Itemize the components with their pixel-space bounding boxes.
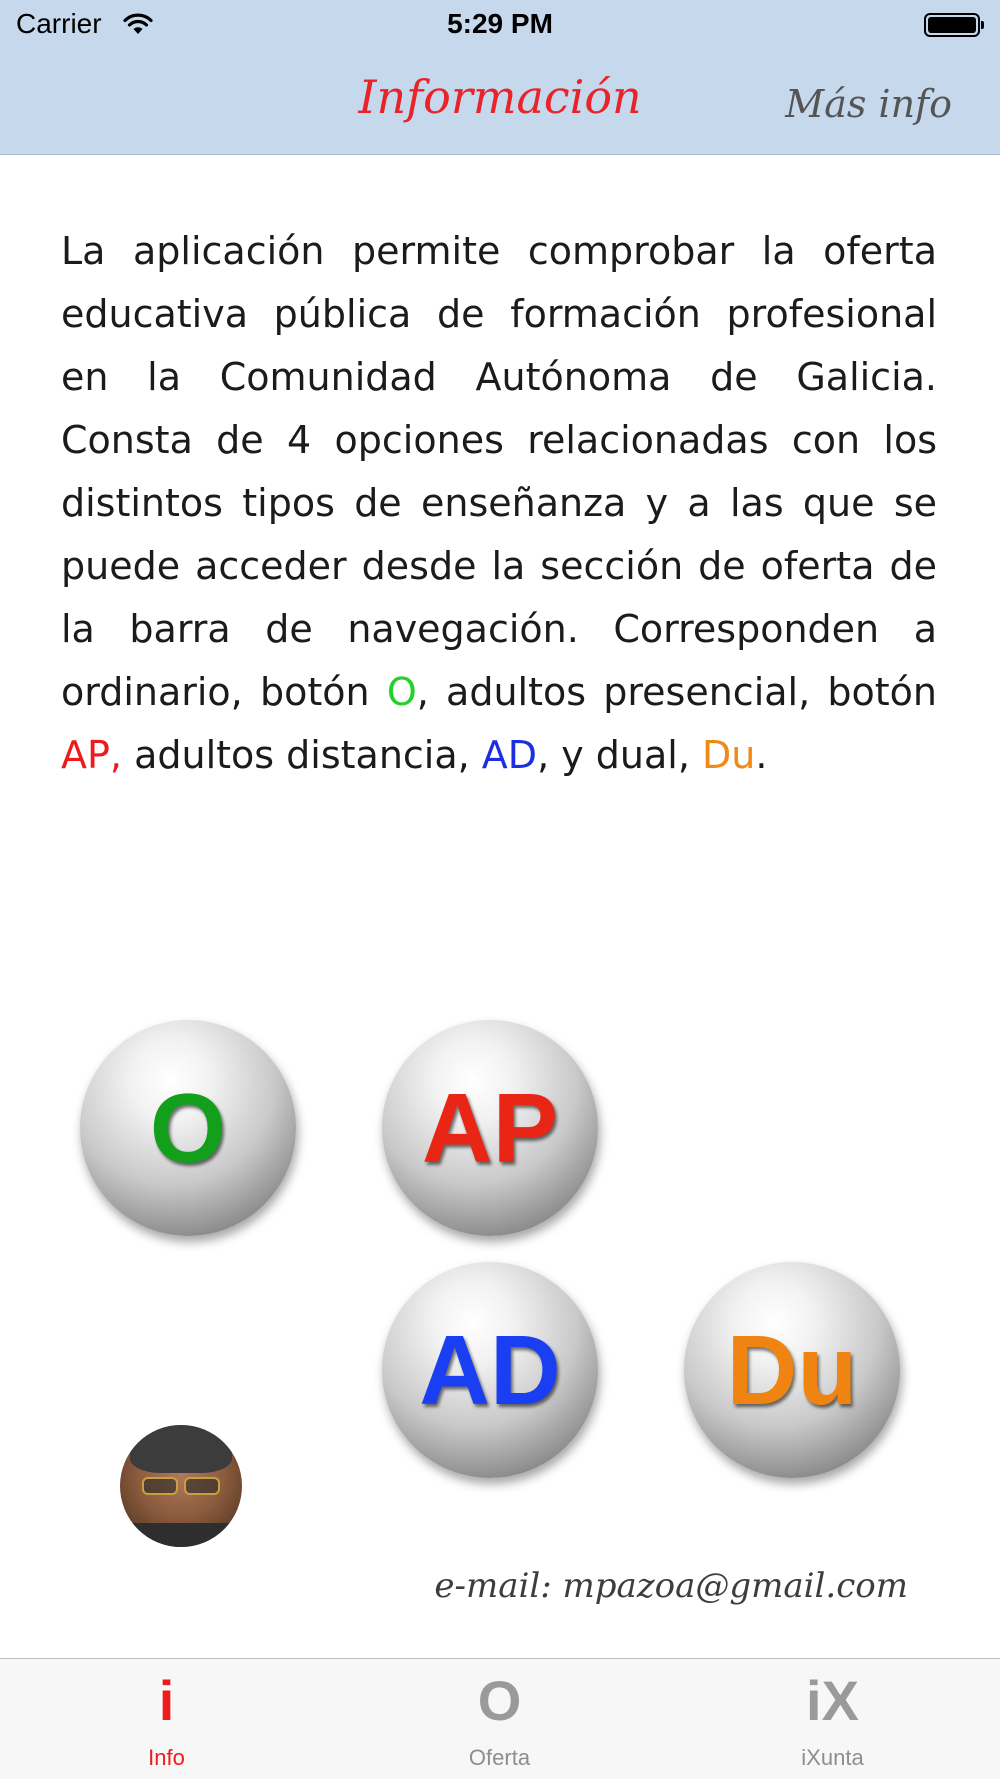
info-text-part: La aplicación permite comprobar la oferta educativa pública de formación profesional en la Comunidad Autónoma de Galicia. Consta de 4 opciones relacionadas con los distintos tipos de enseñanza y a las que se puede acceder desde la sección de oferta de la barra de navegación. Corresponden a ordinario, botón — [61, 229, 937, 714]
battery-icon — [924, 13, 980, 37]
info-du-label: Du — [702, 733, 756, 777]
more-info-button[interactable]: Más info — [785, 82, 952, 126]
carrier-label: Carrier — [16, 8, 102, 39]
tab-bar — [0, 1658, 1000, 1779]
navigation-bar — [0, 52, 1000, 155]
adultos-presencial-button[interactable]: AP — [382, 1020, 598, 1236]
tab-label: Oferta — [468, 1745, 531, 1770]
info-text-part: . — [755, 733, 768, 777]
tab-label: iXunta — [801, 1745, 864, 1770]
info-icon: i — [158, 1669, 175, 1732]
status-time: 5:29 PM — [447, 8, 553, 39]
author-avatar — [120, 1425, 242, 1547]
dual-button[interactable]: Du — [684, 1262, 900, 1478]
tab-oferta[interactable] — [333, 1659, 666, 1779]
info-text-part: , y dual, — [537, 733, 702, 777]
info-ad-label: AD — [481, 733, 538, 777]
status-bar — [0, 0, 1000, 52]
tab-label: Info — [148, 1745, 185, 1770]
ixunta-icon: iX — [806, 1669, 859, 1732]
ordinario-button[interactable]: O — [80, 1020, 296, 1236]
info-text-part: adultos distancia, — [122, 733, 482, 777]
contact-email[interactable]: e-mail: mpazoa@gmail.com — [434, 1566, 908, 1606]
info-description — [61, 220, 937, 787]
page-title: Información — [358, 70, 642, 124]
info-ap-label: AP, — [61, 733, 122, 777]
tab-ixunta[interactable] — [666, 1659, 999, 1779]
info-o-label: O — [386, 670, 417, 714]
adultos-distancia-button[interactable]: AD — [382, 1262, 598, 1478]
tab-info[interactable] — [0, 1659, 333, 1779]
info-text-part: , adultos presencial, botón — [416, 670, 937, 714]
oferta-icon: O — [477, 1669, 522, 1732]
